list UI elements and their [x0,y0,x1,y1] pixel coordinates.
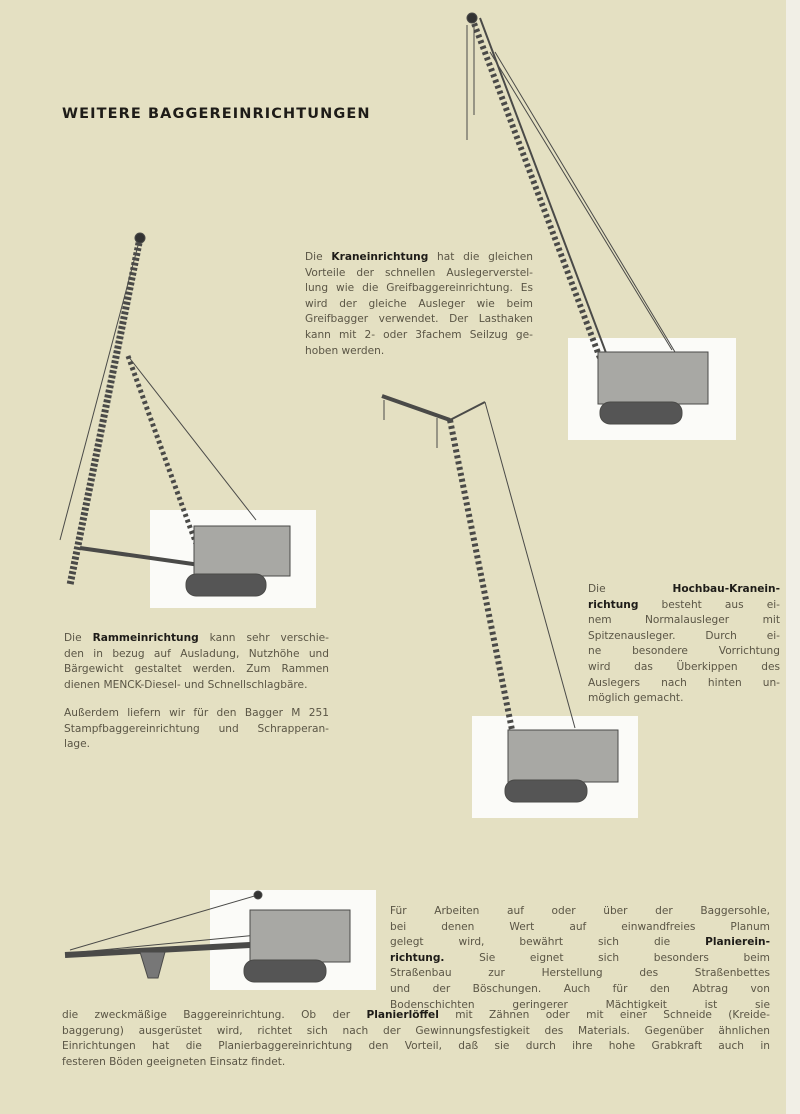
ramme-illustration [60,233,290,596]
text-segment: Bodenschichten geringerer Mächtigkeit ist sie [390,998,770,1011]
text-line [390,982,770,998]
hochbau-paragraph [588,582,780,707]
text-line [588,676,780,692]
text-segment: gelegt wird, bewährt sich die [390,936,706,949]
text-line [305,344,533,360]
text-line [305,250,533,266]
text-segment: besteht aus ei- [638,598,780,611]
bold-term: Planierein- [705,936,770,949]
text-segment: Greifbagger verwendet. Der Lasthaken [305,313,533,326]
text-segment: Die [305,251,332,263]
text-segment: Die [588,583,673,595]
text-line [64,706,329,722]
text-line [588,582,780,598]
text-line [588,644,780,660]
text-line [62,1008,770,1024]
text-segment: Die [64,632,93,644]
planier-illustration [65,891,350,982]
text-line [588,629,780,645]
text-line [62,1024,770,1040]
bold-term: Rammeinrichtung [92,632,199,644]
text-segment: wird der gleiche Ausleger wie beim [305,297,533,310]
text-segment: hat die gleichen [428,251,533,263]
text-segment: Spitzenausleger. Durch ei- [588,629,780,642]
text-line [64,678,329,694]
text-line [588,598,780,614]
text-segment: den in bezug auf Ausladung, Nutzhöhe und [64,647,329,660]
text-line [64,722,329,738]
text-line [62,1055,770,1071]
text-line [64,737,329,753]
text-segment: dienen MENCK-Diesel- und Schnellschlagbäre. [64,678,308,691]
bold-term: Planierlöffel [366,1009,439,1021]
text-segment: Außerdem liefern wir für den Bagger M 251 [64,707,329,719]
text-segment: mit Zähnen oder mit einer Schneide (Kreide- [438,1009,770,1021]
text-segment: Einrichtungen hat die Planierbaggereinrichtung den Vorteil, daß sie durch ihre hohe Grabkraft auch in [62,1040,770,1053]
planier-paragraph-top [390,904,770,1013]
page-title: WEITERE BAGGEREINRICHTUNGEN [62,106,371,122]
text-line [390,935,770,951]
text-line [305,266,533,282]
text-segment: lung wie die Greifbaggereinrichtung. Es [305,282,533,295]
bold-term: richtung. [390,951,445,964]
text-line [62,1039,770,1055]
text-segment: hoben werden. [305,344,385,357]
text-segment: kann mit 2- oder 3fachem Seilzug ge- [305,328,533,341]
text-segment: festeren Böden geeigneten Einsatz findet. [62,1055,286,1068]
text-line [305,281,533,297]
text-segment: Straßenbau zur Herstellung des Straßenbettes [390,967,770,980]
ausserdem-paragraph [64,706,329,753]
text-line [64,631,329,647]
text-line [305,312,533,328]
text-line [588,660,780,676]
text-segment: ne besondere Vorrichtung [588,645,780,658]
text-line [305,328,533,344]
text-segment: lage. [64,738,91,751]
text-segment: Für Arbeiten auf oder über der Baggersohle, [390,905,770,917]
text-segment: Vorteile der schnellen Auslegerverstel- [305,266,533,279]
text-line [305,297,533,313]
text-segment: die zweckmäßige Baggereinrichtung. Ob der [62,1009,367,1021]
kran-paragraph [305,250,533,359]
bold-term: Kraneinrichtung [331,251,429,263]
text-segment: Auslegers nach hinten un- [588,676,780,689]
ramme-paragraph [64,631,329,693]
text-line [390,920,770,936]
text-segment: möglich gemacht. [588,692,684,705]
text-line [390,904,770,920]
text-line [390,951,770,967]
text-line [64,647,329,663]
text-segment: Stampfbaggereinrichtung und Schrapperan- [64,722,329,735]
text-segment: kann sehr verschie- [198,632,329,644]
text-line [588,613,780,629]
hochbau-illustration [382,396,618,802]
text-segment: Bärgewicht gestaltet werden. Zum Rammen [64,663,329,676]
planier-paragraph-bottom [62,1008,770,1070]
text-line [390,966,770,982]
text-segment: baggerung) ausgerüstet wird, richtet sich nach der Gewinnungsfestigkeit des Materials. Gegenüber ähnlichen [62,1024,770,1037]
text-segment: nem Normalausleger mit [588,614,780,627]
text-segment: Sie eignet sich besonders beim [444,951,770,964]
text-line [588,691,780,707]
text-line [64,662,329,678]
text-segment: wird das Überkippen des [588,660,780,673]
kran-illustration [467,13,708,424]
text-segment: bei denen Wert auf einwandfreies Planum [390,920,770,933]
bold-term: Hochbau-Kranein- [672,583,780,595]
text-segment: und der Böschungen. Auch für den Abtrag von [390,982,770,995]
bold-term: richtung [588,598,639,611]
